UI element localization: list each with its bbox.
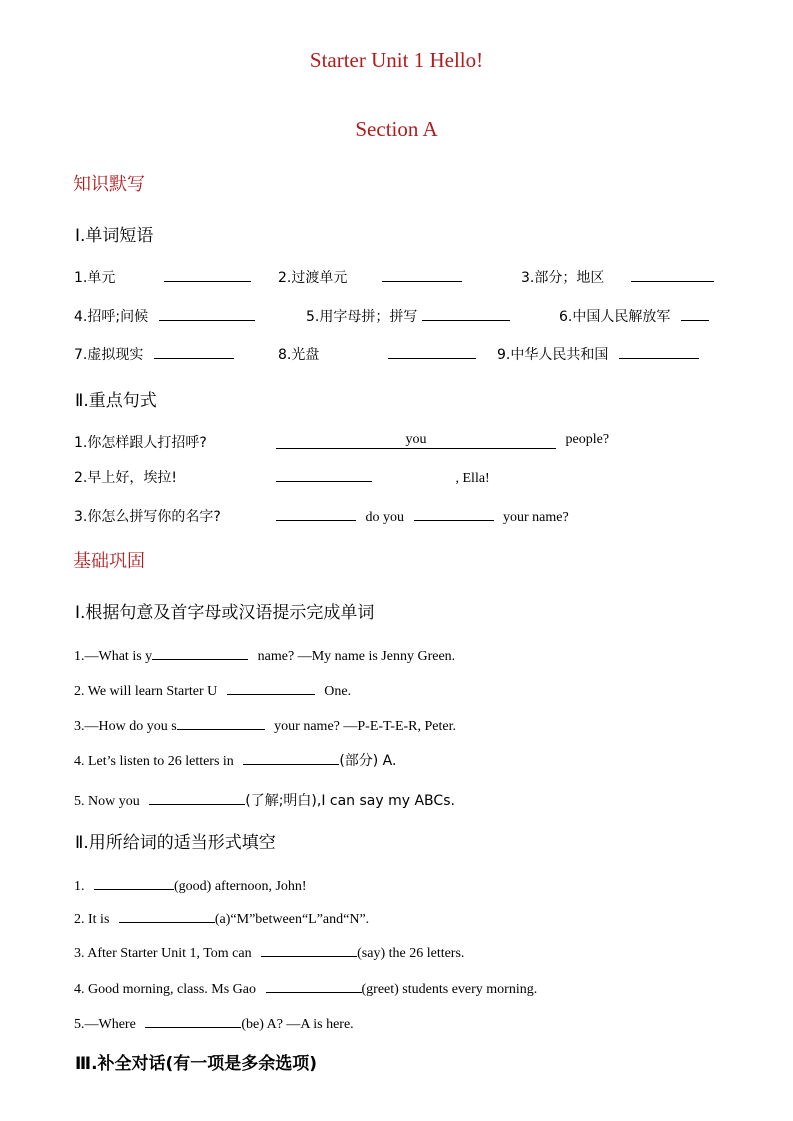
vocab-item-8: 8.光盘 [278,344,476,364]
vocab-item-2: 2.过渡单元 [278,267,462,287]
vocab-item-1: 1.单元 [74,267,251,287]
vocab-item-9: 9.中华人民共和国 [497,344,699,364]
key-sentence-3-cn: 3.你怎么拼写你的名字? [74,509,221,525]
answer-blank[interactable] [266,978,362,993]
vocab-item-6: 6.中国人民解放军 [559,306,709,326]
page-title: Starter Unit 1 Hello! [309,48,484,72]
knowledge-dictation-heading: 知识默写 [73,174,145,195]
answer-blank[interactable] [276,506,356,521]
exercise-2-item-1: 1. (good) afternoon, John! [74,875,307,895]
answer-blank[interactable] [414,506,494,521]
vocab-item-4: 4.招呼;问候 [74,306,255,326]
exercise-1-heading: Ⅰ.根据句意及首字母或汉语提示完成单词 [75,603,375,623]
section-title: Section A [355,117,438,141]
answer-blank[interactable] [149,790,245,805]
answer-blank[interactable] [631,267,714,282]
exercise-3-heading: Ⅲ.补全对话(有一项是多余选项) [75,1054,318,1074]
key-sentence-3-en: do you your name? [276,506,569,526]
answer-blank[interactable] [177,715,265,730]
exercise-1-item-2: 2. We will learn Starter U One. [74,680,351,700]
key-sentence-2-cn: 2.早上好，埃拉! [74,470,177,486]
exercise-2-item-2: 2. It is (a)“M”between“L”and“N”. [74,908,369,928]
exercise-1-item-4: 4. Let’s listen to 26 letters in (部分) A. [74,750,396,770]
answer-blank[interactable] [119,908,215,923]
answer-blank[interactable] [276,467,372,482]
key-sentence-1-en: you people? [276,432,609,449]
answer-blank[interactable] [145,1013,241,1028]
exercise-1-item-3: 3.—How do you s your name? —P-E-T-E-R, Peter. [74,715,456,735]
answer-blank[interactable] [227,680,315,695]
answer-blank[interactable] [243,750,339,765]
answer-blank[interactable]: you [276,432,556,449]
exercise-2-item-3: 3. After Starter Unit 1, Tom can (say) the 26 letters. [74,942,464,962]
answer-blank[interactable] [154,344,234,359]
answer-blank[interactable] [681,306,709,321]
answer-blank[interactable] [94,875,174,890]
vocab-heading: Ⅰ.单词短语 [75,226,154,246]
basic-consolidation-heading: 基础巩固 [73,551,145,572]
answer-blank[interactable] [422,306,510,321]
answer-blank[interactable] [261,942,357,957]
vocab-item-5: 5.用字母拼；拼写 [306,306,510,326]
exercise-2-item-5: 5.—Where (be) A? —A is here. [74,1013,354,1033]
exercise-1-item-1: 1.—What is y name? —My name is Jenny Green. [74,645,455,665]
vocab-item-7: 7.虚拟现实 [74,344,234,364]
answer-blank[interactable] [619,344,699,359]
key-sentences-heading: Ⅱ.重点句式 [75,391,157,411]
answer-blank[interactable] [382,267,462,282]
answer-blank[interactable] [159,306,255,321]
answer-blank[interactable] [164,267,251,282]
vocab-item-3: 3.部分；地区 [521,267,714,287]
key-sentence-2-en: , Ella! [276,467,490,487]
answer-blank[interactable] [152,645,248,660]
exercise-1-item-5: 5. Now you (了解;明白),I can say my ABCs. [74,790,455,810]
exercise-2-item-4: 4. Good morning, class. Ms Gao (greet) students every morning. [74,978,537,998]
exercise-2-heading: Ⅱ.用所给词的适当形式填空 [75,833,276,853]
answer-blank[interactable] [388,344,476,359]
key-sentence-1-cn: 1.你怎样跟人打招呼? [74,435,207,451]
